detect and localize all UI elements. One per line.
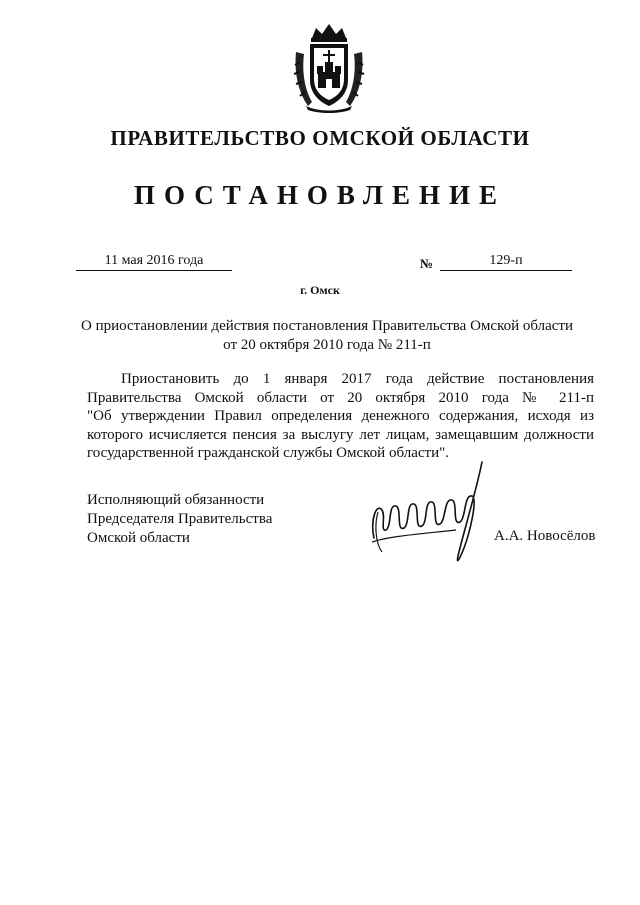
- document-body: [87, 370, 594, 463]
- body-line: Правительства Омской области от 20 октября 2010 года № 211-п: [87, 389, 594, 406]
- city-label: г. Омск: [300, 283, 340, 297]
- body-line: которого исчисляется пенсия за выслугу лет лицам, замещавшим должности: [87, 426, 594, 443]
- coat-of-arms-icon: [292, 22, 366, 114]
- position-line: Омской области: [87, 530, 190, 546]
- government-title: ПРАВИТЕЛЬСТВО ОМСКОЙ ОБЛАСТИ: [110, 126, 530, 150]
- subject-line: от 20 октября 2010 года № 211-п: [223, 337, 431, 353]
- number-label: №: [420, 256, 434, 271]
- body-line: государственной гражданской службы Омской области".: [87, 445, 449, 461]
- signer-name: А.А. Новосёлов: [494, 528, 596, 544]
- document-subject: [60, 317, 594, 355]
- document-number: 129-п: [440, 253, 572, 271]
- document-date: 11 мая 2016 года: [76, 253, 232, 271]
- position-line: Исполняющий обязанности: [87, 492, 265, 508]
- position-line: Председателя Правительства: [87, 511, 273, 527]
- signatory-position: [87, 491, 272, 548]
- document-type-title: ПОСТАНОВЛЕНИЕ: [133, 180, 507, 210]
- body-line: Приостановить до 1 января 2017 года действие постановления: [121, 371, 594, 387]
- signature-icon: [360, 452, 500, 570]
- subject-line: О приостановлении действия постановления Правительства Омской области: [80, 318, 574, 334]
- body-line: "Об утверждении Правил определения денежного содержания, исходя из: [87, 408, 594, 424]
